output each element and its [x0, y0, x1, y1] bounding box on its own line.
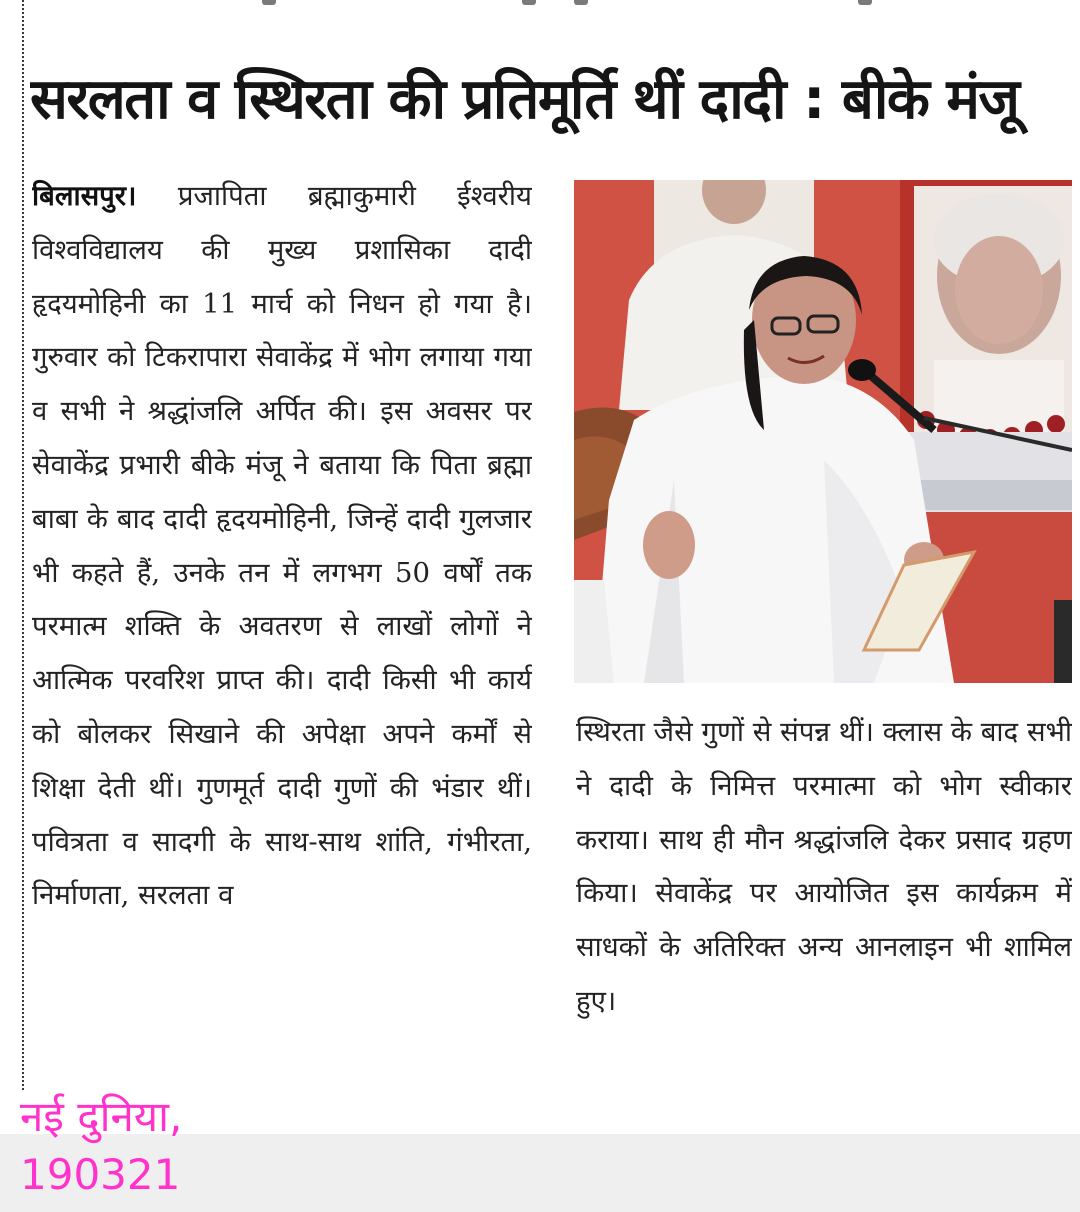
cropped-previous-article-strip — [0, 0, 1080, 10]
article-body-right-column — [576, 706, 1072, 1086]
newspaper-source-label: नई दुनिया, 190321 — [20, 1092, 183, 1199]
article-body-left-column — [32, 170, 532, 1090]
article-photo — [574, 180, 1072, 683]
article-dateline: बिलासपुर। — [32, 180, 137, 212]
article-headline: सरलता व स्थिरता की प्रतिमूर्ति थीं दादी : बीके मंजू — [30, 67, 1019, 132]
article-body-right-text: स्थिरता जैसे गुणों से संपन्न थीं। क्लास के बाद सभी ने दादी के निमित्त परमात्मा को भोग स्वीकार कराया। साथ ही मौन श्रद्धांजलि देकर प्रसाद ग्रहण किया। सेवाकेंद्र पर आयोजित इस कार्यक्रम में साधकों के अतिरिक्त अन्य आनलाइन भी शामिल हुए। — [576, 716, 1072, 1017]
article-body-left-text: प्रजापिता ब्रह्माकुमारी ईश्वरीय विश्वविद्यालय की मुख्य प्रशासिका दादी हृदयमोहिनी का 11 मार्च को निधन हो गया है। गुरुवार को टिकरापारा सेवाकेंद्र में भोग लगाया गया व सभी ने श्रद्धांजलि अर्पित की। इस अवसर पर सेवाकेंद्र प्रभारी बीके मंजू ने बताया कि पिता ब्रह्मा बाबा के बाद दादी हृदयमोहिनी, जिन्हें दादी गुलजार भी कहते हैं, उनके तन में लगभग 50 वर्षों तक परमात्म शक्ति के अवतरण से लाखों लोगों ने आत्मिक परवरिश प्राप्त की। दादी किसी भी कार्य को बोलकर सिखाने की अपेक्षा अपने कर्मों से शिक्षा देती थीं। गुणमूर्त दादी गुणों की भंडार थीं। पवित्रता व सादगी के साथ-साथ शांति, गंभीरता, निर्माणता, सरलता व — [32, 180, 532, 912]
column-divider-rule — [22, 0, 24, 1090]
